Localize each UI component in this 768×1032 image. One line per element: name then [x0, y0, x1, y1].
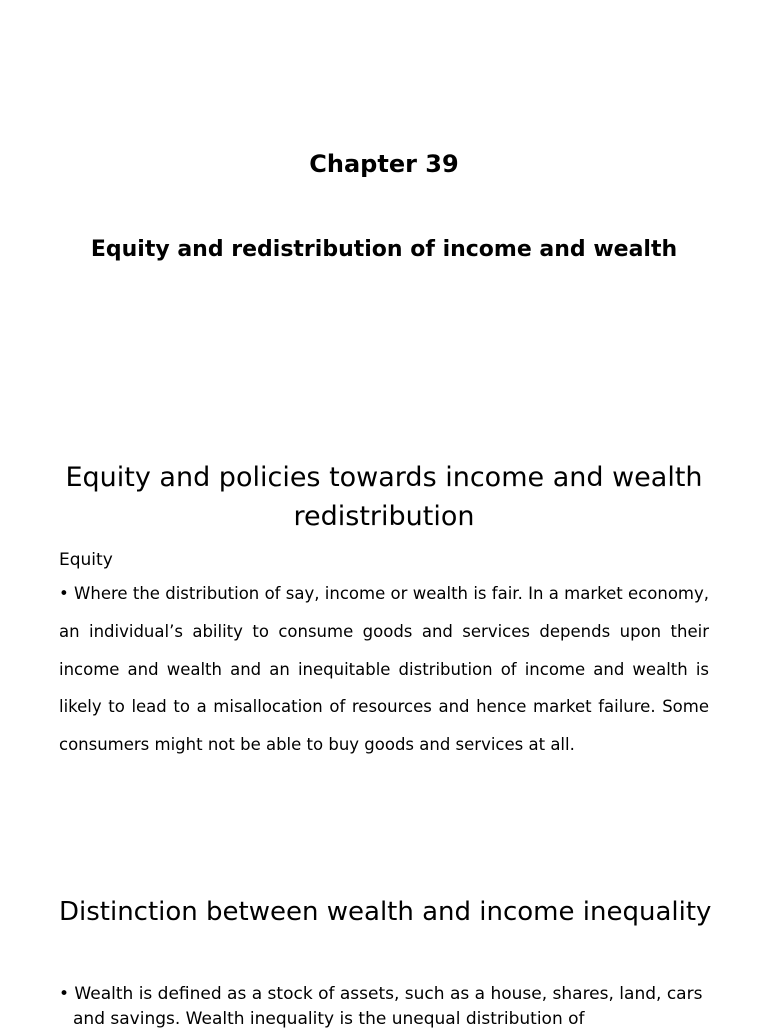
equity-definition-bullet: • Where the distribution of say, income or wealth is fair. In a market economy, an individual’s ability to consume goods and services depends upon their income and wealth and an inequitable distribution of income and wealth is likely to lead to a misallocation of resources and hence market failure. Some consumers might not be able to buy goods and services at all.: [59, 584, 709, 755]
chapter-number: Chapter 39: [309, 150, 459, 178]
equity-label: Equity: [59, 550, 113, 570]
wealth-definition-bullet: • Wealth is defined as a stock of assets, such as a house, shares, land, cars and savings. Wealth inequality is the unequal distribution of: [59, 984, 703, 1029]
section-title-wealth-income: Distinction between wealth and income inequality: [59, 897, 712, 927]
chapter-title: Equity and redistribution of income and wealth: [90, 237, 678, 262]
section-title-equity-policies: Equity and policies towards income and wealth redistribution: [65, 462, 703, 532]
